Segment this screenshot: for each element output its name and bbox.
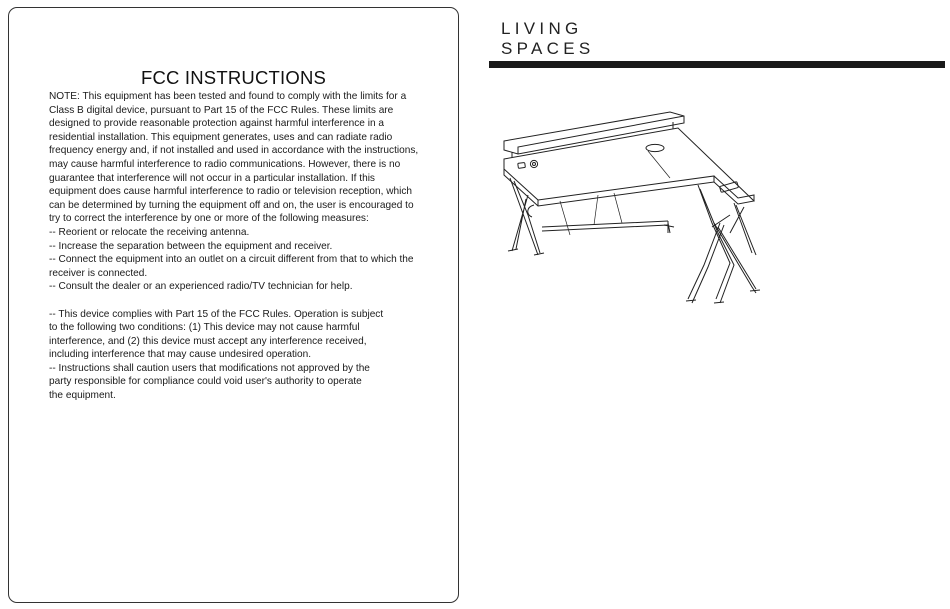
fcc-text-line: including interference that may cause undesired operation. [49,349,312,361]
fcc-text-line: can be determined by turning the equipment off and on, the user is encouraged to [49,199,414,211]
fcc-text-line: guarantee that interference will not occur in a particular installation. If this [49,172,375,184]
fcc-instructions-panel [8,7,459,603]
fcc-text-line: interference, and (2) this device must accept any interference received, [49,335,367,347]
fcc-body-text [49,90,449,403]
fcc-text-line: designed to provide reasonable protection against harmful interference in a [49,118,384,130]
desk-illustration [498,103,788,313]
fcc-text-line: receiver is connected. [49,267,148,279]
fcc-text-line: to the following two conditions: (1) This device may not cause harmful [49,322,360,334]
fcc-text-line: -- Increase the separation between the equipment and receiver. [49,240,333,252]
brand-logo-line2: SPACES [501,39,595,58]
fcc-text-line: the equipment. [49,390,116,402]
fcc-text-line: may cause harmful interference to radio communications. However, there is no [49,158,401,170]
fcc-text-line: -- Reorient or relocate the receiving antenna. [49,226,250,238]
fcc-text-line: -- Instructions shall caution users that modifications not approved by the [49,362,370,374]
brand-divider-bar [489,61,945,68]
fcc-text-line: equipment does cause harmful interference to radio or television reception, which [49,186,413,198]
fcc-text-line: -- This device complies with Part 15 of the FCC Rules. Operation is subject [49,308,384,320]
fcc-text-line: -- Consult the dealer or an experienced radio/TV technician for help. [49,281,353,293]
fcc-title: FCC INSTRUCTIONS [140,67,327,88]
fcc-text-line: -- Connect the equipment into an outlet on a circuit different from that to which the [49,254,414,266]
fcc-text-line [49,294,449,308]
fcc-text-line: Class B digital device, pursuant to Part 15 of the FCC Rules. These limits are [49,104,394,116]
fcc-text-line: frequency energy and, if not installed and used in accordance with the instructions, [49,145,419,157]
fcc-text-line: try to correct the interference by one or more of the following measures: [49,213,369,225]
fcc-text-line: party responsible for compliance could void user's authority to operate [49,376,362,388]
brand-logo [501,19,595,59]
fcc-text-line: NOTE: This equipment has been tested and found to comply with the limits for a [49,91,407,102]
brand-logo-line1: LIVING [501,19,583,38]
fcc-text-line: residential installation. This equipment generates, uses and can radiate radio [49,131,393,143]
